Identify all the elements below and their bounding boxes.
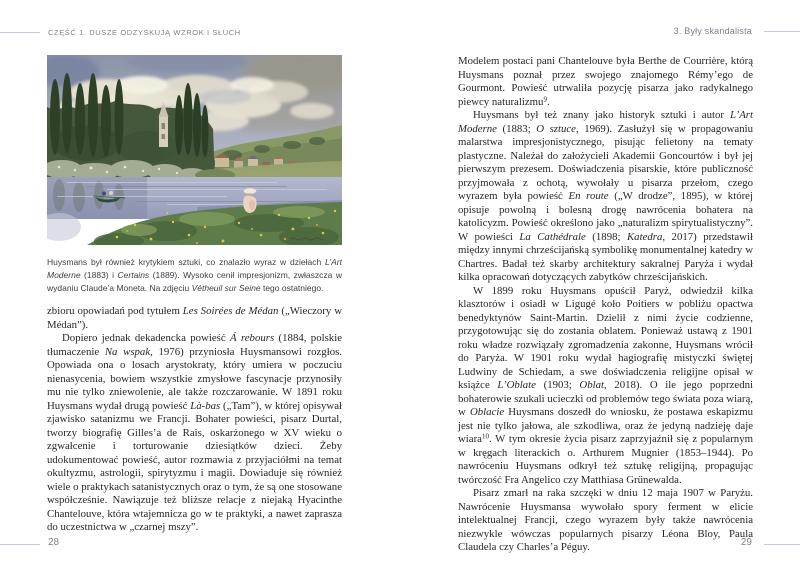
left-page-body [47, 305, 342, 535]
paragraph: Dopiero jednak dekadencka powieść Á rebours (1884, polskie tłumaczenie Na wspak, 1976) przyniosła Huysmansowi rozgłos. Opowiada ona o losach arystokraty, który umiera w poczuciu nienasycenia, bowiem wszystkie zmysłowe fascynacje przynosiły mu nie tylko zniewolenie, ale także rozczarowanie. W 1891 roku Huysmans wydał drugą powieść Là-bas („Tam”), w której opisywał zjawisko satanizmu we Francji. Bohater powieści, pisarz Durtal, tworzy biografię Gilles’a de Rais, oskarżonego w XV wieku o zgwałcenie i torturowanie dziesiątków dzieci. Żeby udokumentować powieść, autor rozmawia z przyjaciółmi na temat okultyzmu, astrologii, spirytyzmu i magii. Dowiaduje się również wiele o praktykach satanistycznych oraz o tym, że są one stosowane współcześnie. Nawiązuje też bliższe relacje z niejaką Hyacinthe Chantelouve, która wtajemnicza go w te praktyki, a nawet zaprasza do uczestnictwa w „czarnej mszy”. [47, 332, 342, 533]
folio-right: 29 [740, 537, 752, 548]
paragraph: zbioru opowiadań pod tytułem Les Soirées de Médan („Wieczory w Médan”). [47, 305, 342, 331]
running-head-left-rule [0, 32, 40, 33]
paragraph: W 1899 roku Huysmans opuścił Paryż, odwiedził kilka klasztorów i osiadł w Ligugé koło Poitiers w pobliżu opactwa benedyktynów Saint-Martin. Dzielił z nimi życie codzienne, przygotowując się do zostania oblatem. Ponieważ ustawą z 1901 roku władze rozwiązały zgromadzenia zakonne, Huysmans wrócił do Paryża. W 1901 roku wydał hagiografię mistyczki świętej Ludwiny de Schiedam, a swe doświadczenia religijne opisał w książce L’Oblate (1903; Oblat, 2018). O ile jego poprzedni bohaterowie szukali ucieczki od problemów tego świata poza wiarą, w Oblacie Huysmans doszedł do wniosku, że postawa eskapizmu jest nie tylko jałowa, ale szkodliwa, oraz że jedyną nadzieję daje wiara$^{10}$. W tym okresie życia pisarz zaprzyjaźnił się z popularnym w kręgach literackich o. Arthurem Mugnier (1853–1944). Po nawróceniu Huysmans odkrył też sztukę religijną, propagując twórczość Fra Angelico czy Matthiasa Grünewalda. [458, 284, 754, 486]
folio-right-rule [764, 544, 800, 545]
figure-caption: Huysmans był również krytykiem sztuki, co znalazło wyraz w dziełach L’Art Moderne (1883) i Certains (1889). Wysoko cenił impresjonizm, zwłaszcza w wydaniu Claude’a Moneta. Na zdjęciu Vétheuil sur Seine tego ostatniego. [47, 257, 342, 293]
monet-painting-image [47, 55, 342, 245]
running-head-right-rule [764, 31, 800, 32]
paragraph: Huysmans był też znany jako historyk sztuki i autor L’Art Moderne (1883; O sztuce, 1969). Zasłużył się w propagowaniu malarstwa impresjonistycznego, pisując felietony na tematy plastyczne. Należał do założycieli Akademii Goncourtów i był jej pierwszym prezesem. Doświadczenia pisarskie, które publiczność przyjmowała z ochotą, wywołały u pisarza przełom, czego wyrazem była powieść En route („W drodze”, 1895), w której opisuje powolną i bolesną drogę nawrócenia bohatera na katolicyzm. Powieść określono jako „naturalizm spirytualistyczny”. W powieści La Cathédrale (1898; Katedra, 2017) przedstawił między innymi chrześcijańską symbolikę monumentalnej katedry w Chartres. Badał też skarby architektury sakralnej Paryża i wydał kilka opracowań dotyczących zabytków chrześcijańskich. [458, 109, 753, 283]
folio-left: 28 [48, 537, 60, 548]
monet-figure [47, 55, 342, 245]
running-head-right: 3. Były skandalista [673, 26, 752, 36]
paragraph: Modelem postaci pani Chantelouve była Berthe de Courrière, którą Huysmans poznał przez swojego znajomego Rémy’ego de Gourmont. Powieść utrwaliła pozycję pisarza jako radykalnego piewcy naturalizmu$^9$. [458, 55, 753, 108]
right-page-body [458, 55, 753, 555]
folio-left-rule [0, 544, 40, 545]
paragraph: Pisarz zmarł na raka szczęki w dniu 12 maja 1907 w Paryżu. Nawrócenie Huysmansa wywołało spory ferment w elicie intelektualnej Francji, czego wyrazem były także nawrócenia niezwykle wówczas popularnych pisarzy Léona Bloy, Paula Claudela czy Charles’a Péguy. [458, 487, 753, 553]
running-head-left: CZĘŚĆ 1. DUSZE ODZYSKUJĄ WZROK I SŁUCH [48, 28, 241, 37]
